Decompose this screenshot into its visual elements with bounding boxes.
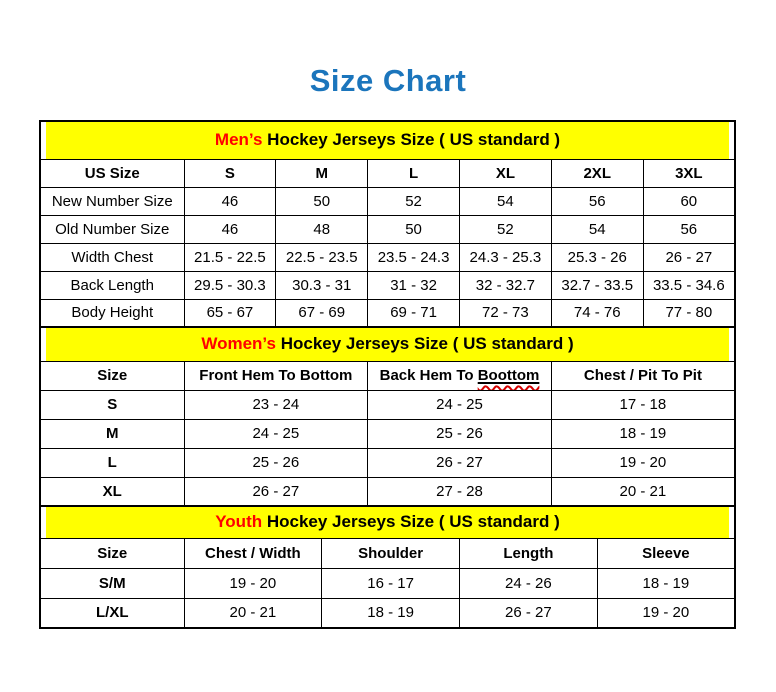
size-value-cell: 18 - 19 — [322, 598, 460, 628]
size-value-cell: 29.5 - 30.3 — [184, 271, 276, 299]
column-header: Sleeve — [597, 538, 735, 568]
size-value-cell: 22.5 - 23.5 — [276, 243, 368, 271]
column-header: Front Hem To Bottom — [184, 361, 368, 390]
size-value-cell: 18 - 19 — [597, 568, 735, 598]
column-header: S — [184, 159, 276, 187]
size-value-cell: 77 - 80 — [643, 299, 735, 327]
table-row — [40, 299, 735, 327]
table-row — [40, 390, 735, 419]
row-label: XL — [40, 477, 184, 506]
table-row — [40, 419, 735, 448]
size-value-cell: 33.5 - 34.6 — [643, 271, 735, 299]
size-value-cell: 26 - 27 — [643, 243, 735, 271]
size-value-cell: 17 - 18 — [551, 390, 735, 419]
column-header — [368, 361, 552, 390]
size-tables — [39, 120, 736, 629]
size-value-cell: 19 - 20 — [551, 448, 735, 477]
row-label: M — [40, 419, 184, 448]
size-value-cell: 46 — [184, 187, 276, 215]
column-header: L — [368, 159, 460, 187]
table-row — [40, 243, 735, 271]
column-header: Chest / Width — [184, 538, 322, 568]
column-header: M — [276, 159, 368, 187]
size-value-cell: 26 - 27 — [460, 598, 598, 628]
column-header-row — [40, 159, 735, 187]
table-row — [40, 215, 735, 243]
size-value-cell: 24 - 25 — [184, 419, 368, 448]
table-row — [40, 271, 735, 299]
table-row — [40, 448, 735, 477]
size-value-cell: 65 - 67 — [184, 299, 276, 327]
row-label: S/M — [40, 568, 184, 598]
size-value-cell: 18 - 19 — [551, 419, 735, 448]
section-band-row — [40, 327, 735, 361]
row-label: S — [40, 390, 184, 419]
section-band-row — [40, 121, 735, 159]
size-value-cell: 24 - 25 — [368, 390, 552, 419]
size-value-cell: 69 - 71 — [368, 299, 460, 327]
column-header: Size — [40, 538, 184, 568]
size-value-cell: 21.5 - 22.5 — [184, 243, 276, 271]
size-value-cell: 67 - 69 — [276, 299, 368, 327]
size-value-cell: 25 - 26 — [368, 419, 552, 448]
table-row — [40, 598, 735, 628]
size-value-cell: 60 — [643, 187, 735, 215]
size-value-cell: 23 - 24 — [184, 390, 368, 419]
size-value-cell: 25.3 - 26 — [551, 243, 643, 271]
misspelled-word: Boottom — [477, 367, 540, 384]
table-row — [40, 187, 735, 215]
section-header-mens — [40, 121, 735, 159]
size-value-cell: 56 — [551, 187, 643, 215]
section-header-womens — [40, 327, 735, 361]
size-value-cell: 26 - 27 — [184, 477, 368, 506]
size-value-cell: 23.5 - 24.3 — [368, 243, 460, 271]
size-value-cell: 19 - 20 — [597, 598, 735, 628]
size-value-cell: 56 — [643, 215, 735, 243]
size-value-cell: 72 - 73 — [459, 299, 551, 327]
row-label: Width Chest — [40, 243, 184, 271]
column-header: 3XL — [643, 159, 735, 187]
table-row — [40, 477, 735, 506]
section-highlight-word: Women’s — [201, 334, 276, 354]
size-value-cell: 32.7 - 33.5 — [551, 271, 643, 299]
size-value-cell: 20 - 21 — [551, 477, 735, 506]
row-label: L — [40, 448, 184, 477]
size-value-cell: 48 — [276, 215, 368, 243]
row-label: Body Height — [40, 299, 184, 327]
size-value-cell: 30.3 - 31 — [276, 271, 368, 299]
page-title: Size Chart — [309, 63, 467, 98]
size-value-cell: 74 - 76 — [551, 299, 643, 327]
size-value-cell: 26 - 27 — [368, 448, 552, 477]
column-header: US Size — [40, 159, 184, 187]
size-value-cell: 50 — [276, 187, 368, 215]
size-value-cell: 27 - 28 — [368, 477, 552, 506]
size-value-cell: 19 - 20 — [184, 568, 322, 598]
row-label: New Number Size — [40, 187, 184, 215]
column-header: Shoulder — [322, 538, 460, 568]
column-header: Length — [460, 538, 598, 568]
size-value-cell: 31 - 32 — [368, 271, 460, 299]
size-value-cell: 24 - 26 — [460, 568, 598, 598]
size-value-cell: 52 — [368, 187, 460, 215]
spellcheck-squiggle — [478, 367, 540, 384]
column-header: XL — [459, 159, 551, 187]
row-label: Back Length — [40, 271, 184, 299]
section-highlight-word: Youth — [215, 512, 263, 532]
section-title-rest: Hockey Jerseys Size ( US standard ) — [262, 512, 560, 532]
section-highlight-word: Men’s — [214, 130, 263, 150]
youth-size-table — [39, 505, 736, 629]
section-title-rest: Hockey Jerseys Size ( US standard ) — [262, 130, 561, 150]
size-value-cell: 52 — [459, 215, 551, 243]
column-header-row — [40, 538, 735, 568]
size-value-cell: 25 - 26 — [184, 448, 368, 477]
size-value-cell: 20 - 21 — [184, 598, 322, 628]
row-label: Old Number Size — [40, 215, 184, 243]
table-row — [40, 568, 735, 598]
section-title-rest: Hockey Jerseys Size ( US standard ) — [275, 334, 574, 354]
row-label: L/XL — [40, 598, 184, 628]
mens-size-table — [39, 120, 736, 328]
size-value-cell: 24.3 - 25.3 — [459, 243, 551, 271]
size-value-cell: 54 — [459, 187, 551, 215]
column-header: 2XL — [551, 159, 643, 187]
size-value-cell: 16 - 17 — [322, 568, 460, 598]
column-header: Chest / Pit To Pit — [551, 361, 735, 390]
size-value-cell: 32 - 32.7 — [459, 271, 551, 299]
size-value-cell: 50 — [368, 215, 460, 243]
section-band-row — [40, 506, 735, 538]
section-header-youth — [40, 506, 735, 538]
column-header: Size — [40, 361, 184, 390]
womens-size-table — [39, 326, 736, 507]
header-text: Back Hem To — [379, 367, 478, 384]
size-value-cell: 54 — [551, 215, 643, 243]
column-header-row — [40, 361, 735, 390]
size-value-cell: 46 — [184, 215, 276, 243]
